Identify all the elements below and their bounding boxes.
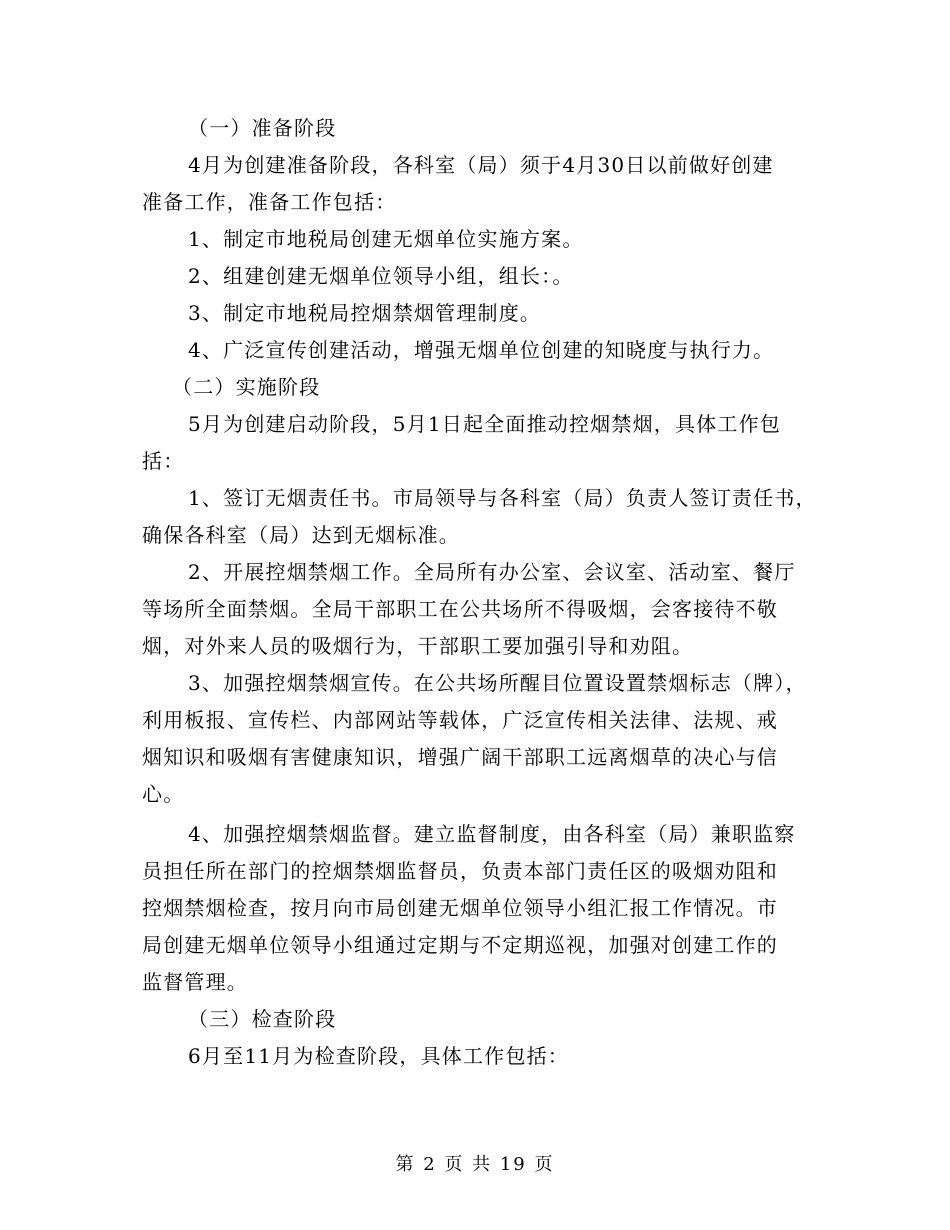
list-item: 4、广泛宣传创建活动，增强无烟单位创建的知晓度与执行力。	[188, 338, 775, 362]
paragraph-line: 4、加强控烟禁烟监督。建立监督制度，由各科室（局）兼职监察	[188, 822, 796, 846]
list-item: 1、制定市地税局创建无烟单位实施方案。	[188, 227, 584, 251]
section-heading-inspection: （三）检查阶段	[188, 1007, 337, 1031]
paragraph-line: 4月为创建准备阶段，各科室（局）须于4月30日以前做好创建	[188, 153, 774, 177]
list-item: 3、制定市地税局控烟禁烟管理制度。	[188, 301, 542, 325]
paragraph-line: 利用板报、宣传栏、内部网站等载体，广泛宣传相关法律、法规、戒	[142, 708, 778, 732]
paragraph-line: 准备工作，准备工作包括：	[142, 190, 397, 214]
list-item: 2、组建创建无烟单位领导小组，组长：。	[188, 264, 574, 288]
paragraph-line: 确保各科室（局）达到无烟标准。	[142, 523, 460, 547]
paragraph-line: 局创建无烟单位领导小组通过定期与不定期巡视，加强对创建工作的	[142, 933, 778, 957]
paragraph-line: 监督管理。	[142, 970, 248, 994]
paragraph-line: 烟知识和吸烟有害健康知识，增强广阔干部职工远离烟草的决心与信	[142, 745, 778, 769]
paragraph-line: 3、加强控烟禁烟宣传。在公共场所醒目位置设置禁烟标志（牌），	[188, 671, 807, 695]
paragraph-line: 1、签订无烟责任书。市局领导与各科室（局）负责人签订责任书，	[188, 486, 817, 510]
paragraph-line: 2、开展控烟禁烟工作。全局所有办公室、会议室、活动室、餐厅	[188, 560, 796, 584]
page-number-footer: 第 2 页 共 19 页	[395, 1154, 555, 1175]
paragraph-line: 5月为创建启动阶段，5月1日起全面推动控烟禁烟，具体工作包	[188, 412, 781, 436]
paragraph-line: 6月至11月为检查阶段，具体工作包括：	[188, 1044, 569, 1068]
paragraph-line: 等场所全面禁烟。全局干部职工在公共场所不得吸烟，会客接待不敬	[142, 597, 778, 621]
paragraph-line: 括：	[142, 449, 185, 473]
paragraph-line: 心。	[142, 782, 185, 806]
paragraph-line: 控烟禁烟检查，按月向市局创建无烟单位领导小组汇报工作情况。市	[142, 896, 778, 920]
section-heading-preparation: （一）准备阶段	[188, 116, 337, 140]
paragraph-line: 员担任所在部门的控烟禁烟监督员，负责本部门责任区的吸烟劝阻和	[142, 859, 778, 883]
section-heading-implementation: （二）实施阶段	[172, 375, 321, 399]
paragraph-line: 烟，对外来人员的吸烟行为，干部职工要加强引导和劝阻。	[142, 634, 694, 658]
